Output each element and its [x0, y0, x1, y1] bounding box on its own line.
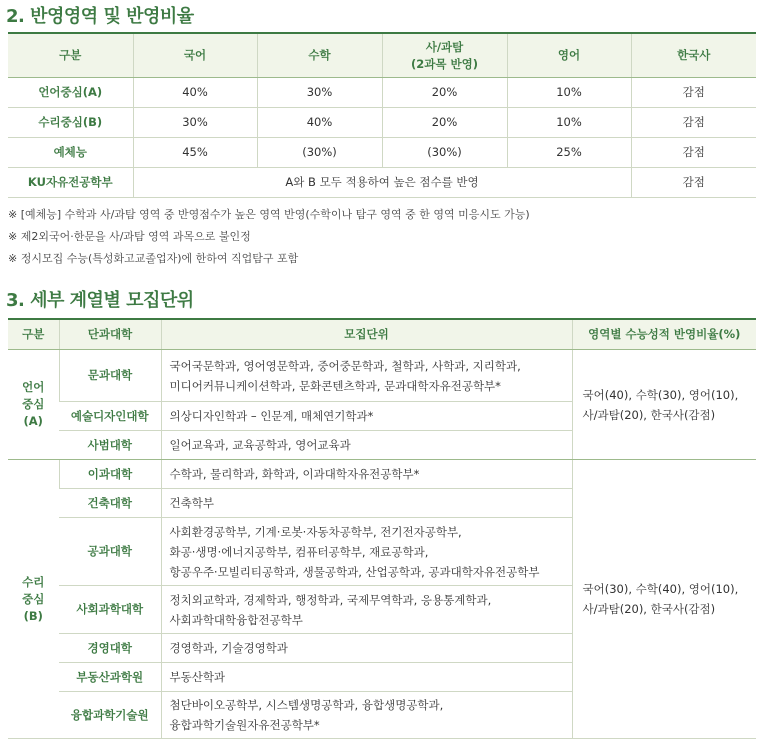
college-name: 부동산과학원 [59, 663, 161, 692]
korean-value: 45% [133, 138, 257, 168]
unit-list: 경영학과, 기술경영학과 [161, 634, 572, 663]
table-row [8, 168, 756, 198]
unit-list: 수학과, 물리학과, 화학과, 이과대학자유전공학부* [161, 460, 572, 489]
header-english: 영어 [507, 33, 631, 78]
english-value: 10% [507, 78, 631, 108]
header-units: 모집단위 [161, 319, 572, 350]
row-label: 예체능 [8, 138, 133, 168]
notes [8, 204, 758, 270]
college-name: 사회과학대학 [59, 586, 161, 634]
college-name: 이과대학 [59, 460, 161, 489]
header-history: 한국사 [631, 33, 756, 78]
table-row [8, 78, 756, 108]
section-3-title: 3. 세부 계열별 모집단위 [6, 290, 194, 311]
note-item: ※ 정시모집 수능(특성화고교졸업자)에 한하여 직업탐구 포함 [8, 252, 299, 265]
units-table [8, 318, 756, 739]
college-name: 문과대학 [59, 350, 161, 402]
ratio-table [8, 32, 756, 198]
ratio-b: 국어(30), 수학(40), 영어(10), 사/과탐(20), 한국사(감점) [572, 460, 756, 739]
history-value: 감점 [631, 168, 756, 198]
header-category: 구분 [8, 33, 133, 78]
college-name: 건축대학 [59, 489, 161, 518]
note-item: ※ [예체능] 수학과 사/과탐 영역 중 반영점수가 높은 영역 반영(수학이나 탐구 영역 중 한 영역 미응시도 가능) [8, 208, 530, 221]
table-row [8, 138, 756, 168]
section-2-title: 2. 반영영역 및 반영비율 [6, 6, 194, 27]
table-row [8, 460, 756, 489]
social-science-value: 20% [382, 108, 507, 138]
social-science-value: 20% [382, 78, 507, 108]
unit-list: 부동산학과 [161, 663, 572, 692]
row-label: 언어중심(A) [8, 78, 133, 108]
history-value: 감점 [631, 138, 756, 168]
group-label-b: 수리 중심 (B) [8, 460, 59, 739]
unit-list: 첨단바이오공학부, 시스템생명공학과, 융합생명공학과, 융합과학기술원자유전공학부* [161, 692, 572, 739]
table-row [8, 108, 756, 138]
row-label: KU자유전공학부 [8, 168, 133, 198]
header-college: 단과대학 [59, 319, 161, 350]
ratio-a: 국어(40), 수학(30), 영어(10), 사/과탐(20), 한국사(감점) [572, 350, 756, 460]
row-label: 수리중심(B) [8, 108, 133, 138]
unit-list: 국어국문학과, 영어영문학과, 중어중문학과, 철학과, 사학과, 지리학과, 미디어커뮤니케이션학과, 문화콘텐츠학과, 문과대학자유전공학부* [161, 350, 572, 402]
korean-value: 30% [133, 108, 257, 138]
header-math: 수학 [257, 33, 382, 78]
units-table-header [8, 319, 756, 350]
merged-rule-cell: A와 B 모두 적용하여 높은 점수를 반영 [133, 168, 631, 198]
college-name: 예술디자인대학 [59, 402, 161, 431]
unit-list: 의상디자인학과 – 인문계, 매체연기학과* [161, 402, 572, 431]
unit-list: 건축학부 [161, 489, 572, 518]
history-value: 감점 [631, 108, 756, 138]
header-category: 구분 [8, 319, 59, 350]
college-name: 공과대학 [59, 518, 161, 586]
header-korean: 국어 [133, 33, 257, 78]
college-name: 사범대학 [59, 431, 161, 460]
unit-list: 일어교육과, 교육공학과, 영어교육과 [161, 431, 572, 460]
math-value: (30%) [257, 138, 382, 168]
ratio-table-header [8, 33, 756, 78]
math-value: 30% [257, 78, 382, 108]
history-value: 감점 [631, 78, 756, 108]
unit-list: 사회환경공학부, 기계·로봇·자동차공학부, 전기전자공학부, 화공·생명·에너지공학부, 컴퓨터공학부, 재료공학과, 항공우주·모빌리티공학과, 생물공학과, 산업공학과, 공과대학자유전공학부 [161, 518, 572, 586]
math-value: 40% [257, 108, 382, 138]
social-science-value: (30%) [382, 138, 507, 168]
note-item: ※ 제2외국어·한문을 사/과탐 영역 과목으로 불인정 [8, 230, 251, 243]
group-label-a: 언어 중심 (A) [8, 350, 59, 460]
english-value: 25% [507, 138, 631, 168]
english-value: 10% [507, 108, 631, 138]
college-name: 경영대학 [59, 634, 161, 663]
korean-value: 40% [133, 78, 257, 108]
header-ratio: 영역별 수능성적 반영비율(%) [572, 319, 756, 350]
college-name: 융합과학기술원 [59, 692, 161, 739]
unit-list: 정치외교학과, 경제학과, 행정학과, 국제무역학과, 응용통계학과, 사회과학대학융합전공학부 [161, 586, 572, 634]
header-social-science: 사/과탐 (2과목 반영) [382, 33, 507, 78]
table-row [8, 350, 756, 402]
